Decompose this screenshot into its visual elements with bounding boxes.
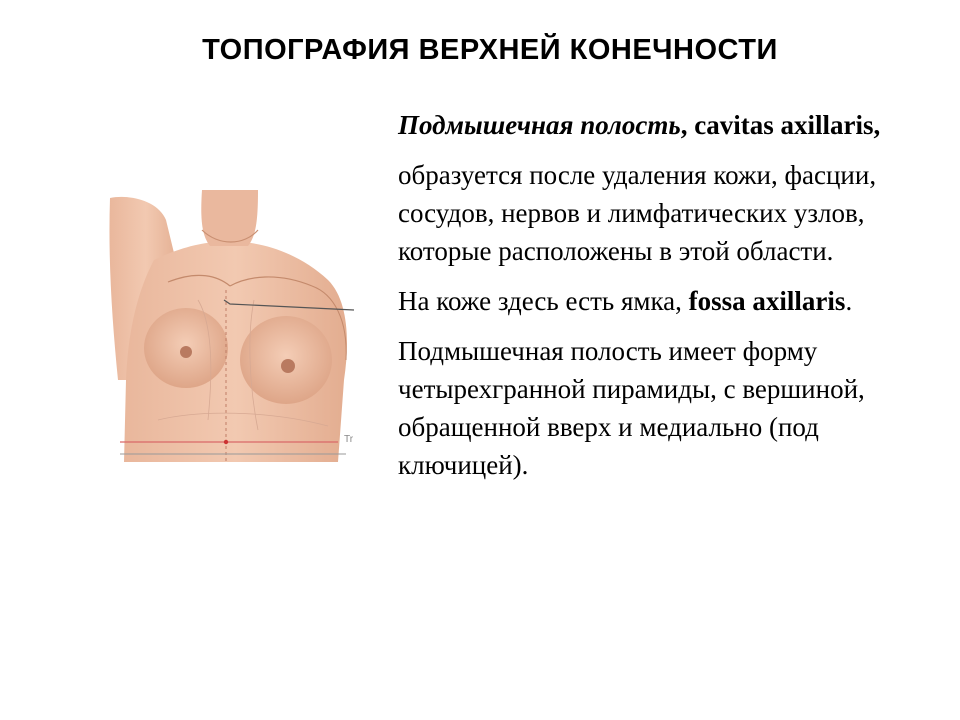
- figure-cut-label: Tr: [344, 434, 354, 445]
- fossa-text-before: На коже здесь есть ямка,: [398, 286, 689, 316]
- term-russian: Подмышечная полость: [398, 110, 681, 140]
- term-latin: cavitas axillaris,: [694, 110, 881, 140]
- slide-body: [398, 106, 908, 496]
- chest-illustration: [98, 190, 360, 462]
- paragraph-fossa: [398, 282, 908, 320]
- paragraph-shape: Подмышечная полость имеет форму четырехгранной пирамиды, с вершиной, обращенной вверх и медиально (под ключицей).: [398, 336, 865, 480]
- paragraph-formation: образуется после удаления кожи, фасции, сосудов, нервов и лимфатических узлов, которые расположены в этой области.: [398, 160, 877, 266]
- term-separator: ,: [680, 110, 695, 140]
- paragraph-definition: [398, 106, 908, 144]
- slide-title: ТОПОГРАФИЯ ВЕРХНЕЙ КОНЕЧНОСТИ: [202, 34, 778, 66]
- anatomy-figure: [98, 190, 360, 462]
- fossa-text-after: .: [845, 286, 853, 316]
- fossa-term-latin: fossa axillaris: [688, 286, 846, 316]
